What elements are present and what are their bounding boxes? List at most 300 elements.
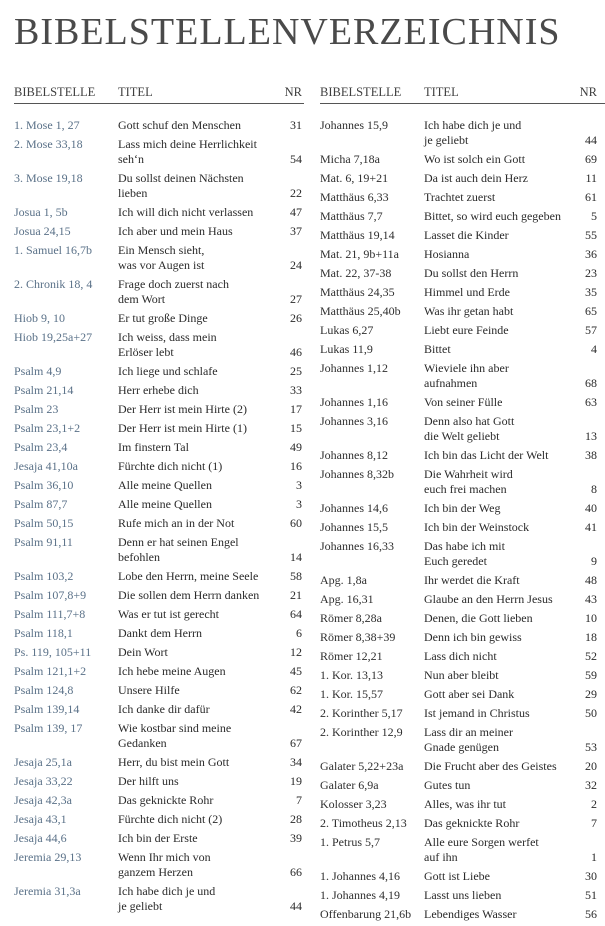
list-item [14,607,304,622]
list-item [320,520,605,535]
list-item [320,611,605,626]
bible-reference: Johannes 15,9 [320,118,388,132]
bible-reference: Psalm 91,11 [14,535,73,549]
entry-list [320,118,605,922]
bible-reference: Johannes 16,33 [320,539,394,553]
entry-title: lieben [118,186,148,200]
entry-title: Fürchte dich nicht (2) [118,812,223,826]
entry-title: Bittet [424,342,451,356]
bible-reference: Psalm 4,9 [14,364,62,378]
entry-number: 48 [585,573,597,587]
entry-number: 18 [585,630,597,644]
list-item [320,118,605,148]
list-item [14,383,304,398]
list-item [320,361,605,391]
bible-reference: 1. Kor. 15,57 [320,687,383,701]
entry-title: Wenn Ihr mich von [118,850,211,864]
bible-reference: Josua 1, 5b [14,205,68,219]
entry-number: 7 [591,816,597,830]
entry-title: Wieviele ihn aber [424,361,509,375]
header-nr: NR [284,85,302,99]
bible-reference: 1. Petrus 5,7 [320,835,380,849]
entry-title: Gott ist Liebe [424,869,490,883]
header-titel: TITEL [118,85,153,99]
entry-title: Ich hebe meine Augen [118,664,226,678]
entry-title: Ist jemand in Christus [424,706,530,720]
entry-title: Lasset die Kinder [424,228,509,242]
bible-reference: Johannes 1,16 [320,395,388,409]
entry-title: Gutes tun [424,778,471,792]
entry-title: Was er tut ist gerecht [118,607,219,621]
entry-number: 34 [290,755,302,769]
entry-title: Ich weiss, dass mein [118,330,217,344]
entry-number: 59 [585,668,597,682]
list-item [320,725,605,755]
entry-title: Das geknickte Rohr [118,793,214,807]
entry-title: Frage doch zuerst nach [118,277,229,291]
list-item [320,467,605,497]
entry-title: Die Frucht aber des Geistes [424,759,557,773]
list-item [320,573,605,588]
list-item [320,630,605,645]
list-item [14,118,304,133]
entry-number: 37 [290,224,302,238]
entry-title: Dein Wort [118,645,168,659]
list-item [14,243,304,273]
entry-number: 55 [585,228,597,242]
bible-reference: Jesaja 43,1 [14,812,67,826]
entry-number: 28 [290,812,302,826]
bible-reference: Johannes 8,12 [320,448,388,462]
bible-reference: 2. Korinther 12,9 [320,725,403,739]
entry-title: Im finstern Tal [118,440,189,454]
entry-number: 38 [585,448,597,462]
entry-title: Er tut große Dinge [118,311,208,325]
entry-number: 3 [296,497,302,511]
entry-number: 27 [290,292,302,306]
bible-reference: Psalm 139,14 [14,702,80,716]
entry-number: 15 [290,421,302,435]
entry-title: Ich will dich nicht verlassen [118,205,254,219]
bible-reference: Psalm 23,1+2 [14,421,81,435]
entry-title: befohlen [118,550,160,564]
entry-number: 14 [290,550,302,564]
bible-reference: Micha 7,18a [320,152,380,166]
bible-reference: Jesaja 42,3a [14,793,72,807]
entry-number: 40 [585,501,597,515]
entry-title: Herr, du bist mein Gott [118,755,230,769]
entry-title: Der Herr ist mein Hirte (2) [118,402,247,416]
entry-title: Wo ist solch ein Gott [424,152,526,166]
entry-title: Lasst uns lieben [424,888,502,902]
list-item [320,342,605,357]
entry-number: 35 [585,285,597,299]
bible-reference: Matthäus 6,33 [320,190,389,204]
list-item [320,907,605,922]
list-item [320,668,605,683]
entry-number: 49 [290,440,302,454]
entry-title: Trachtet zuerst [424,190,496,204]
list-item [320,171,605,186]
entry-title: Liebt eure Feinde [424,323,509,337]
bible-reference: Matthäus 24,35 [320,285,395,299]
entry-number: 24 [290,258,302,272]
list-item [320,414,605,444]
entry-title: Du sollst deinen Nächsten [118,171,244,185]
column-header [320,85,605,104]
entry-title: Hosianna [424,247,470,261]
header-nr: NR [579,85,597,99]
list-item [14,793,304,808]
entry-number: 26 [290,311,302,325]
entry-number: 19 [290,774,302,788]
list-item [14,137,304,167]
entry-number: 42 [290,702,302,716]
header-titel: TITEL [424,85,459,99]
entry-number: 44 [585,133,597,147]
entry-title: dem Wort [118,292,166,306]
list-item [14,884,304,914]
bible-reference: Römer 12,21 [320,649,383,663]
entry-title: Lass mich deine Herrlichkeit [118,137,257,151]
list-item [14,402,304,417]
list-item [14,850,304,880]
entry-title: je geliebt [424,133,469,147]
page-title: BIBELSTELLENVERZEICHNIS [14,11,561,53]
entry-title: Ich liege und schlafe [118,364,218,378]
list-item [320,778,605,793]
entry-title: Nun aber bleibt [424,668,499,682]
bible-reference: Römer 8,28a [320,611,382,625]
bible-reference: 1. Kor. 13,13 [320,668,383,682]
list-item [14,755,304,770]
entry-title: Gnade genügen [424,740,499,754]
bible-reference: 1. Mose 1, 27 [14,118,80,132]
entry-number: 7 [296,793,302,807]
entry-title: was vor Augen ist [118,258,205,272]
entry-number: 52 [585,649,597,663]
bible-reference: 2. Chronik 18, 4 [14,277,93,291]
list-item [14,588,304,603]
entry-number: 23 [585,266,597,280]
entry-number: 9 [591,554,597,568]
entry-title: Alle meine Quellen [118,497,212,511]
entry-number: 25 [290,364,302,378]
list-item [320,816,605,831]
bible-reference: Jesaja 33,22 [14,774,73,788]
list-item [14,497,304,512]
list-item [320,285,605,300]
list-item [320,835,605,865]
list-item [320,501,605,516]
list-item [320,759,605,774]
list-item [14,224,304,239]
bible-reference: 2. Korinther 5,17 [320,706,403,720]
entry-title: Die Wahrheit wird [424,467,513,481]
list-item [14,664,304,679]
entry-number: 65 [585,304,597,318]
bible-reference: Matthäus 7,7 [320,209,383,223]
entry-title: Lass dir an meiner [424,725,513,739]
bible-reference: Mat. 21, 9b+11a [320,247,399,261]
entry-title: Der Herr ist mein Hirte (1) [118,421,247,435]
entry-number: 43 [585,592,597,606]
entry-number: 3 [296,478,302,492]
entry-title: Von seiner Fülle [424,395,503,409]
entry-list [14,118,304,914]
entry-number: 61 [585,190,597,204]
list-item [320,266,605,281]
entry-title: je geliebt [118,899,163,913]
entry-title: Alle meine Quellen [118,478,212,492]
entry-title: Ich bin das Licht der Welt [424,448,549,462]
entry-number: 50 [585,706,597,720]
bible-reference: Römer 8,38+39 [320,630,396,644]
list-item [14,459,304,474]
list-item [14,516,304,531]
entry-title: Das habe ich mit [424,539,505,553]
entry-number: 5 [591,209,597,223]
bible-reference: Galater 5,22+23a [320,759,404,773]
list-item [320,228,605,243]
entry-title: Denn also hat Gott [424,414,515,428]
entry-title: Ein Mensch sieht, [118,243,205,257]
list-item [14,364,304,379]
list-item [320,592,605,607]
entry-number: 11 [585,171,597,185]
entry-title: Ich bin der Weinstock [424,520,530,534]
entry-number: 63 [585,395,597,409]
right-column [320,85,605,926]
entry-title: Gott schuf den Menschen [118,118,241,132]
entry-title: Euch geredet [424,554,487,568]
list-item [320,448,605,463]
list-item [320,209,605,224]
entry-title: Himmel und Erde [424,285,510,299]
column-header [14,85,304,104]
entry-title: Ihr werdet die Kraft [424,573,520,587]
entry-title: Unsere Hilfe [118,683,180,697]
list-item [14,626,304,641]
bible-reference: Psalm 50,15 [14,516,74,530]
bible-reference: Psalm 124,8 [14,683,74,697]
entry-number: 64 [290,607,302,621]
bible-reference: Johannes 14,6 [320,501,388,515]
list-item [320,888,605,903]
entry-title: Gott aber sei Dank [424,687,515,701]
entry-title: seh‘n [118,152,144,166]
bible-reference: Josua 24,15 [14,224,71,238]
entry-number: 4 [591,342,597,356]
bible-reference: Psalm 111,7+8 [14,607,86,621]
entry-title: Alle eure Sorgen werfet [424,835,539,849]
bible-reference: 2. Timotheus 2,13 [320,816,407,830]
bible-reference: Jesaja 25,1a [14,755,72,769]
entry-title: Ich habe dich je und [424,118,522,132]
entry-number: 10 [585,611,597,625]
entry-number: 51 [585,888,597,902]
list-item [14,569,304,584]
list-item [320,687,605,702]
entry-title: Rufe mich an in der Not [118,516,235,530]
bible-reference: 1. Samuel 16,7b [14,243,92,257]
bible-reference: Jeremia 31,3a [14,884,81,898]
entry-title: Was ihr getan habt [424,304,514,318]
list-item [14,440,304,455]
entry-title: Wie kostbar sind meine [118,721,232,735]
bible-reference: Psalm 23 [14,402,59,416]
entry-title: Bittet, so wird euch gegeben [424,209,561,223]
bible-reference: Mat. 6, 19+21 [320,171,389,185]
entry-title: Alles, was ihr tut [424,797,506,811]
list-item [14,277,304,307]
entry-number: 69 [585,152,597,166]
entry-number: 39 [290,831,302,845]
bible-reference: 3. Mose 19,18 [14,171,83,185]
bible-reference: Johannes 1,12 [320,361,388,375]
entry-number: 8 [591,482,597,496]
entry-number: 46 [290,345,302,359]
list-item [14,205,304,220]
entry-number: 1 [591,850,597,864]
entry-title: Denn er hat seinen Engel [118,535,239,549]
left-column [14,85,304,918]
entry-title: ganzem Herzen [118,865,193,879]
list-item [14,478,304,493]
bible-reference: Psalm 107,8+9 [14,588,87,602]
entry-title: Ich bin der Weg [424,501,501,515]
entry-number: 67 [290,736,302,750]
list-item [320,395,605,410]
bible-reference: Hiob 19,25a+27 [14,330,93,344]
entry-title: Erlöser lebt [118,345,174,359]
entry-number: 2 [591,797,597,811]
entry-title: Dankt dem Herrn [118,626,202,640]
entry-number: 20 [585,759,597,773]
bible-reference: Psalm 103,2 [14,569,74,583]
entry-number: 22 [290,186,302,200]
entry-title: Lass dich nicht [424,649,497,663]
entry-number: 30 [585,869,597,883]
list-item [320,152,605,167]
bible-reference: 2. Mose 33,18 [14,137,83,151]
entry-number: 44 [290,899,302,913]
bible-reference: Lukas 6,27 [320,323,374,337]
list-item [14,171,304,201]
bible-reference: Galater 6,9a [320,778,379,792]
list-item [14,535,304,565]
bible-reference: Apg. 1,8a [320,573,367,587]
list-item [14,330,304,360]
bible-reference: Ps. 119, 105+11 [14,645,92,659]
bible-reference: Johannes 8,32b [320,467,394,481]
entry-number: 17 [290,402,302,416]
bible-reference: Mat. 22, 37-38 [320,266,392,280]
entry-title: aufnahmen [424,376,478,390]
bible-reference: 1. Johannes 4,16 [320,869,400,883]
bible-reference: Jesaja 41,10a [14,459,78,473]
entry-number: 29 [585,687,597,701]
list-item [14,831,304,846]
bible-reference: Johannes 15,5 [320,520,388,534]
bible-reference: Matthäus 25,40b [320,304,401,318]
entry-title: die Welt geliebt [424,429,500,443]
list-item [320,869,605,884]
entry-title: Denn ich bin gewiss [424,630,522,644]
entry-number: 60 [290,516,302,530]
bible-reference: Psalm 118,1 [14,626,73,640]
entry-number: 31 [290,118,302,132]
bible-reference: Hiob 9, 10 [14,311,65,325]
entry-title: Lebendiges Wasser [424,907,517,921]
entry-title: Glaube an den Herrn Jesus [424,592,553,606]
entry-number: 68 [585,376,597,390]
list-item [14,645,304,660]
list-item [14,683,304,698]
bible-reference: Jeremia 29,13 [14,850,82,864]
entry-title: Gedanken [118,736,167,750]
bible-reference: Jesaja 44,6 [14,831,67,845]
bible-reference: Psalm 21,14 [14,383,74,397]
entry-title: Da ist auch dein Herz [424,171,528,185]
entry-title: Lobe den Herrn, meine Seele [118,569,259,583]
list-item [320,649,605,664]
bible-reference: Psalm 23,4 [14,440,68,454]
entry-title: Ich aber und mein Haus [118,224,233,238]
list-item [14,311,304,326]
entry-number: 57 [585,323,597,337]
entry-number: 33 [290,383,302,397]
list-item [320,797,605,812]
bible-reference: Psalm 121,1+2 [14,664,87,678]
bible-reference: Lukas 11,9 [320,342,373,356]
bible-reference: Apg. 16,31 [320,592,374,606]
entry-number: 47 [290,205,302,219]
entry-title: Ich bin der Erste [118,831,198,845]
list-item [320,706,605,721]
entry-title: Das geknickte Rohr [424,816,520,830]
entry-title: Die sollen dem Herrn danken [118,588,260,602]
entry-title: euch frei machen [424,482,507,496]
entry-number: 41 [585,520,597,534]
bible-reference: Johannes 3,16 [320,414,388,428]
entry-title: auf ihn [424,850,458,864]
header-bibelstelle: BIBELSTELLE [320,85,402,99]
entry-number: 56 [585,907,597,921]
entry-number: 66 [290,865,302,879]
bible-reference: 1. Johannes 4,19 [320,888,400,902]
entry-title: Fürchte dich nicht (1) [118,459,223,473]
entry-title: Der hilft uns [118,774,179,788]
bible-reference: Psalm 87,7 [14,497,68,511]
list-item [14,721,304,751]
list-item [320,539,605,569]
entry-number: 45 [290,664,302,678]
entry-number: 16 [290,459,302,473]
list-item [14,774,304,789]
entry-title: Denen, die Gott lieben [424,611,533,625]
bible-reference: Psalm 36,10 [14,478,74,492]
entry-title: Herr erhebe dich [118,383,199,397]
entry-number: 53 [585,740,597,754]
header-bibelstelle: BIBELSTELLE [14,85,96,99]
entry-title: Du sollst den Herrn [424,266,519,280]
list-item [320,323,605,338]
entry-number: 36 [585,247,597,261]
entry-number: 12 [290,645,302,659]
entry-title: Ich danke dir dafür [118,702,210,716]
list-item [320,247,605,262]
